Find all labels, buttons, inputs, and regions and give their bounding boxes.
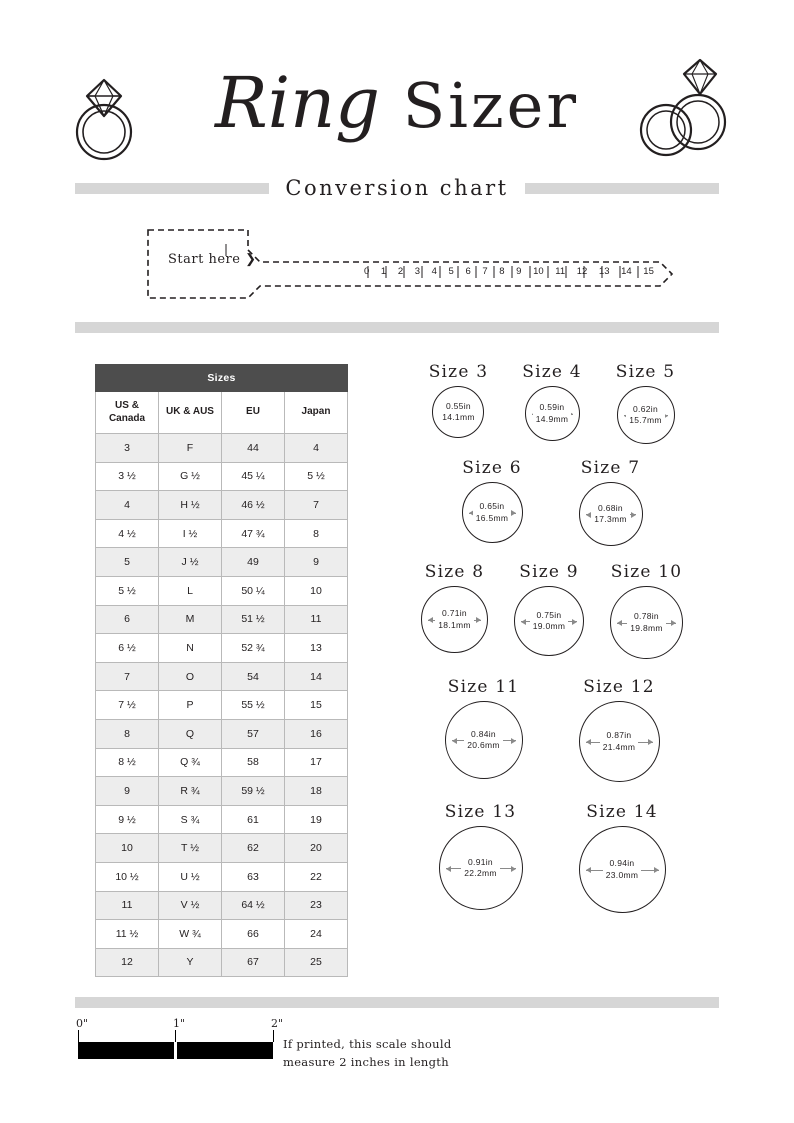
ring-size-label: Size 11	[447, 677, 520, 697]
ring-row	[372, 802, 732, 913]
cell-jp: 15	[285, 691, 348, 720]
ring-circle	[432, 386, 484, 438]
title-script: Ring	[214, 62, 380, 144]
cell-uk: V ½	[159, 891, 222, 920]
ring-size-label: Size 3	[428, 362, 489, 382]
cell-uk: U ½	[159, 862, 222, 891]
cell-uk: O	[159, 662, 222, 691]
ring-mm: 21.4mm	[602, 741, 636, 752]
cell-eu: 47 ¾	[222, 519, 285, 548]
ring-mm: 17.3mm	[594, 514, 627, 524]
subtitle-row	[75, 176, 719, 200]
table-row	[96, 548, 348, 577]
ring-mm: 19.0mm	[532, 621, 566, 631]
cell-uk: N	[159, 634, 222, 663]
cell-eu: 55 ½	[222, 691, 285, 720]
ring-mm: 23.0mm	[605, 869, 639, 880]
ring-circle	[617, 386, 675, 444]
ring-size-item	[579, 677, 660, 782]
cell-eu: 44	[222, 434, 285, 463]
scale-tick-1	[175, 1030, 176, 1042]
table-row	[96, 748, 348, 777]
ring-size-item	[439, 802, 523, 910]
cell-uk: Y	[159, 948, 222, 977]
cell-jp: 8	[285, 519, 348, 548]
cell-eu: 45 ¼	[222, 462, 285, 491]
ring-size-label: Size 4	[522, 362, 582, 382]
scale-number: 2	[397, 266, 404, 277]
cell-eu: 61	[222, 805, 285, 834]
scale-tick-2	[273, 1030, 274, 1042]
ring-inches: 0.71in	[442, 608, 467, 619]
cell-jp: 7	[285, 491, 348, 520]
cell-eu: 64 ½	[222, 891, 285, 920]
cell-jp: 18	[285, 777, 348, 806]
ring-size-item	[421, 562, 488, 653]
ring-inches: 0.84in	[471, 728, 496, 739]
cell-jp: 13	[285, 634, 348, 663]
ring-mm: 19.8mm	[630, 622, 663, 633]
cell-eu: 54	[222, 662, 285, 691]
cell-us: 3	[96, 434, 159, 463]
cell-jp: 9	[285, 548, 348, 577]
scale-segment-first-inch	[78, 1042, 174, 1059]
ring-size-item	[429, 362, 489, 438]
scale-bar	[76, 1017, 284, 1060]
cell-eu: 46 ½	[222, 491, 285, 520]
ring-measure	[626, 404, 665, 427]
ring-size-circles	[372, 362, 732, 915]
cell-eu: 59 ½	[222, 777, 285, 806]
ring-size-item	[579, 458, 643, 546]
ring-size-label: Size 12	[583, 677, 655, 697]
cell-us: 10 ½	[96, 862, 159, 891]
cell-jp: 20	[285, 834, 348, 863]
scale-number: 3	[414, 266, 421, 277]
cell-eu: 51 ½	[222, 605, 285, 634]
table-row	[96, 662, 348, 691]
cell-us: 6	[96, 605, 159, 634]
footer-note	[283, 1035, 451, 1072]
cell-us: 5	[96, 548, 159, 577]
table-row	[96, 719, 348, 748]
start-here-text: Start here	[168, 252, 241, 267]
ring-inches: 0.59in	[539, 402, 565, 413]
ring-mm: 22.2mm	[464, 868, 497, 878]
cell-eu: 50 ¼	[222, 576, 285, 605]
cell-jp: 23	[285, 891, 348, 920]
title-rest: Sizer	[379, 69, 579, 142]
ring-row	[372, 458, 732, 546]
ring-measure	[627, 611, 666, 634]
cell-uk: R ¾	[159, 777, 222, 806]
subtitle-text: Conversion chart	[285, 176, 509, 200]
table-row	[96, 891, 348, 920]
ring-size-label: Size 10	[610, 562, 683, 582]
ring-circle	[439, 826, 523, 910]
ring-size-label: Size 7	[580, 458, 641, 478]
ring-circle	[579, 701, 660, 782]
cell-uk: J ½	[159, 548, 222, 577]
cell-uk: Q	[159, 719, 222, 748]
ring-circle	[579, 482, 643, 546]
cell-uk: W ¾	[159, 920, 222, 949]
table-row	[96, 576, 348, 605]
scale-number: 15	[643, 266, 654, 277]
cell-jp: 4	[285, 434, 348, 463]
ring-size-label: Size 9	[519, 562, 579, 582]
ring-size-label: Size 5	[615, 362, 676, 382]
table-row	[96, 434, 348, 463]
arrow-right-icon: ❯	[245, 252, 257, 267]
ring-circle	[514, 586, 584, 656]
ring-size-label: Size 6	[462, 458, 522, 478]
ring-circle	[421, 586, 488, 653]
cell-uk: F	[159, 434, 222, 463]
start-here-label	[168, 252, 256, 267]
cell-eu: 63	[222, 862, 285, 891]
column-header-us-canada: US & Canada	[96, 392, 159, 434]
scale-label-2: 2"	[271, 1017, 284, 1030]
scale-label-0: 0"	[76, 1017, 89, 1030]
ring-circle	[579, 826, 666, 913]
double-diamond-ring-icon	[632, 54, 732, 169]
ring-size-item	[579, 802, 666, 913]
cell-jp: 22	[285, 862, 348, 891]
cell-us: 7 ½	[96, 691, 159, 720]
ring-measure	[473, 501, 512, 524]
ring-size-item	[522, 362, 582, 441]
cell-uk: T ½	[159, 834, 222, 863]
cell-eu: 66	[222, 920, 285, 949]
cell-us: 6 ½	[96, 634, 159, 663]
ring-row	[372, 362, 732, 444]
ring-measure	[600, 730, 639, 753]
cell-us: 11 ½	[96, 920, 159, 949]
cell-us: 5 ½	[96, 576, 159, 605]
cell-us: 12	[96, 948, 159, 977]
ring-size-item	[445, 677, 523, 779]
cell-jp: 14	[285, 662, 348, 691]
table-header-title: Sizes	[96, 365, 348, 392]
cell-jp: 16	[285, 719, 348, 748]
page-header	[0, 30, 794, 180]
diamond-ring-icon	[65, 70, 143, 170]
ring-measure	[461, 857, 500, 880]
ring-inches: 0.68in	[598, 502, 623, 513]
ring-inches: 0.94in	[609, 858, 635, 869]
cell-us: 9 ½	[96, 805, 159, 834]
ring-measure	[603, 858, 642, 881]
ring-measure	[533, 402, 572, 425]
ring-mm: 14.1mm	[442, 412, 475, 422]
column-header-uk-aus: UK & AUS	[159, 392, 222, 434]
cell-jp: 25	[285, 948, 348, 977]
scale-tick-0	[78, 1030, 79, 1042]
divider-bottom	[75, 997, 719, 1008]
column-header-japan: Japan	[285, 392, 348, 434]
ring-size-item	[462, 458, 523, 543]
scale-number: 9	[516, 266, 522, 277]
ring-measure	[464, 729, 503, 752]
cell-uk: M	[159, 605, 222, 634]
table-row	[96, 462, 348, 491]
ring-inches: 0.65in	[479, 501, 505, 512]
print-calibration-scale	[75, 1017, 719, 1098]
scale-number: 12	[576, 266, 588, 277]
cell-eu: 58	[222, 748, 285, 777]
scale-segment-second-inch	[177, 1042, 273, 1059]
ring-size-label: Size 8	[424, 562, 485, 582]
scale-number: 5	[448, 266, 454, 277]
scale-number: 10	[533, 266, 544, 277]
footer-note-line1: If printed, this scale should	[283, 1037, 452, 1051]
table-row	[96, 805, 348, 834]
cell-us: 9	[96, 777, 159, 806]
cell-us: 8	[96, 719, 159, 748]
scale-number: 8	[499, 266, 505, 277]
cell-eu: 67	[222, 948, 285, 977]
ring-mm: 18.1mm	[438, 619, 471, 630]
cell-jp: 19	[285, 805, 348, 834]
cell-eu: 49	[222, 548, 285, 577]
divider-top	[75, 322, 719, 333]
ring-mm: 14.9mm	[535, 413, 569, 424]
ring-inches: 0.55in	[445, 400, 471, 411]
table-row	[96, 634, 348, 663]
ring-size-item	[610, 562, 683, 659]
cell-us: 4	[96, 491, 159, 520]
cell-jp: 11	[285, 605, 348, 634]
cell-uk: S ¾	[159, 805, 222, 834]
scale-number: 6	[465, 266, 471, 277]
ring-measure	[435, 608, 474, 631]
cell-uk: I ½	[159, 519, 222, 548]
ring-inches: 0.87in	[606, 730, 632, 741]
scale-number: 11	[555, 266, 566, 277]
table-row	[96, 920, 348, 949]
ring-size-item	[514, 562, 584, 656]
scale-number: 13	[598, 266, 610, 277]
table-row	[96, 948, 348, 977]
ring-size-item	[616, 362, 676, 444]
printable-ring-sizer-strip	[140, 222, 680, 304]
scale-number: 0	[364, 266, 370, 277]
table-row	[96, 605, 348, 634]
table-row	[96, 862, 348, 891]
table-row	[96, 491, 348, 520]
column-header-eu: EU	[222, 392, 285, 434]
scale-number: 7	[482, 266, 488, 277]
ring-inches: 0.75in	[536, 609, 562, 620]
ring-inches: 0.62in	[633, 403, 658, 414]
cell-eu: 52 ¾	[222, 634, 285, 663]
ring-circle	[445, 701, 523, 779]
subtitle-bar-right	[525, 183, 719, 194]
cell-us: 10	[96, 834, 159, 863]
table-row	[96, 834, 348, 863]
cell-us: 11	[96, 891, 159, 920]
ring-size-label: Size 14	[586, 802, 658, 822]
cell-us: 3 ½	[96, 462, 159, 491]
ring-mm: 16.5mm	[475, 512, 509, 523]
subtitle-bar-left	[75, 183, 269, 194]
table-row	[96, 691, 348, 720]
sizer-scale-numbers	[364, 266, 654, 277]
ring-size-label: Size 13	[444, 802, 517, 822]
ring-measure	[530, 610, 569, 633]
ring-circle	[610, 586, 683, 659]
ring-inches: 0.91in	[468, 856, 493, 867]
cell-us: 7	[96, 662, 159, 691]
cell-uk: L	[159, 576, 222, 605]
footer-note-line2: measure 2 inches in length	[283, 1055, 449, 1070]
table-row	[96, 519, 348, 548]
cell-us: 4 ½	[96, 519, 159, 548]
ring-row	[372, 562, 732, 659]
cell-eu: 62	[222, 834, 285, 863]
cell-jp: 10	[285, 576, 348, 605]
scale-number: 4	[431, 266, 437, 277]
cell-us: 8 ½	[96, 748, 159, 777]
cell-uk: Q ¾	[159, 748, 222, 777]
cell-jp: 17	[285, 748, 348, 777]
ring-row	[372, 677, 732, 782]
table-body	[96, 434, 348, 977]
scale-label-1: 1"	[173, 1017, 186, 1030]
ring-mm: 15.7mm	[629, 415, 662, 425]
cell-uk: H ½	[159, 491, 222, 520]
ring-circle	[525, 386, 580, 441]
scale-number: 1	[380, 266, 387, 277]
ring-measure	[591, 503, 630, 526]
cell-eu: 57	[222, 719, 285, 748]
cell-jp: 5 ½	[285, 462, 348, 491]
ring-mm: 20.6mm	[467, 740, 500, 750]
table-row	[96, 777, 348, 806]
size-conversion-table	[95, 364, 348, 977]
cell-uk: G ½	[159, 462, 222, 491]
ring-inches: 0.78in	[634, 611, 659, 622]
ring-circle	[462, 482, 523, 543]
cell-jp: 24	[285, 920, 348, 949]
scale-number: 14	[621, 266, 632, 277]
cell-uk: P	[159, 691, 222, 720]
ring-measure	[439, 401, 478, 424]
